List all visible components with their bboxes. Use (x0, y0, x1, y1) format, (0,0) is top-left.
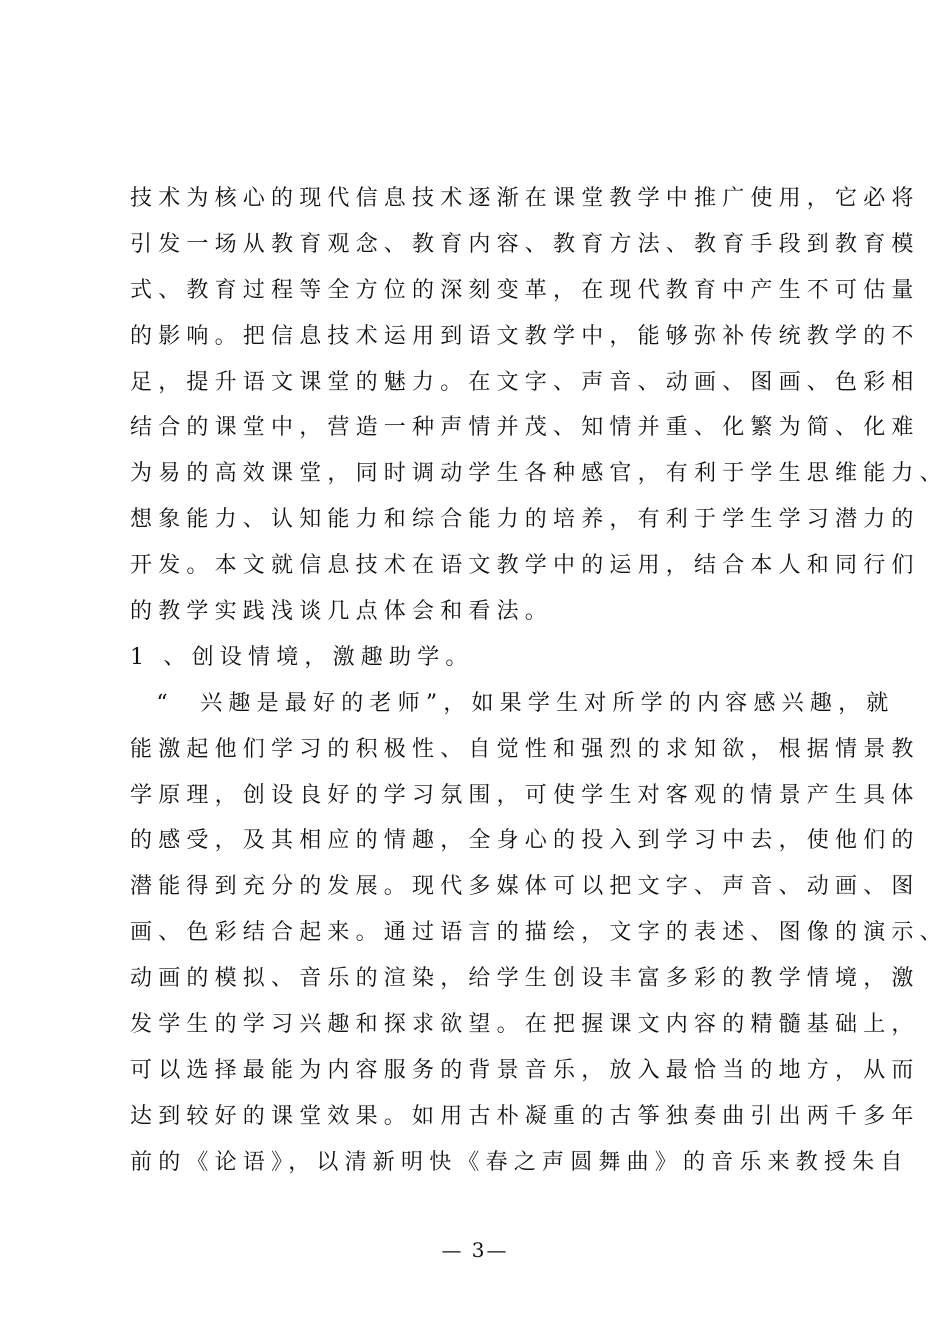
page-number: — 3— (441, 1238, 509, 1262)
text-line: 开发。本文就信息技术在语文教学中的运用，结合本人和同行们 (130, 553, 920, 579)
text-line: 想象能力、认知能力和综合能力的培养，有利于学生学习潜力的 (130, 507, 920, 533)
text-line: 前的《论语》，以清新明快《春之声圆舞曲》的音乐来教授朱自 (130, 1149, 909, 1175)
text-line: 达到较好的课堂效果。如用古朴凝重的古筝独奏曲引出两千多年 (130, 1103, 920, 1129)
text-line: 的感受，及其相应的情趣，全身心的投入到学习中去，使他们的 (130, 828, 920, 854)
text-line: 的影响。把信息技术运用到语文教学中，能够弥补传统教学的不 (130, 323, 920, 349)
text-line: 式、教育过程等全方位的深刻变革，在现代教育中产生不可估量 (130, 277, 920, 303)
body-text (130, 176, 948, 1186)
text-line: 引发一场从教育观念、教育内容、教育方法、教育手段到教育模 (130, 231, 920, 257)
text-line: 为易的高效课堂，同时调动学生各种感官，有利于学生思维能力、 (130, 461, 948, 487)
text-line: 能激起他们学习的积极性、自觉性和强烈的求知欲，根据情景教 (130, 736, 920, 762)
text-line: 可以选择最能为内容服务的背景音乐，放入最恰当的地方，从而 (130, 1057, 920, 1083)
text-line: 动画的模拟、音乐的渲染，给学生创设丰富多彩的教学情境，激 (130, 966, 920, 992)
text-line: 发学生的学习兴趣和探求欲望。在把握课文内容的精髓基础上， (130, 1012, 920, 1038)
text-line: 学原理，创设良好的学习氛围，可使学生对客观的情景产生具体 (130, 782, 920, 808)
text-line: 结合的课堂中，营造一种声情并茂、知情并重、化繁为简、化难 (130, 415, 920, 441)
text-line: “ 兴趣是最好的老师”，如果学生对所学的内容感兴趣，就 (130, 690, 895, 716)
text-line: 的教学实践浅谈几点体会和看法。 (130, 599, 554, 625)
text-line: 足，提升语文课堂的魅力。在文字、声音、动画、图画、色彩相 (130, 369, 920, 395)
text-line: 潜能得到充分的发展。现代多媒体可以把文字、声音、动画、图 (130, 874, 920, 900)
text-line: 技术为核心的现代信息技术逐渐在课堂教学中推广使用，它必将 (130, 186, 920, 211)
section-heading: 1 、创设情境，激趣助学。 (130, 644, 474, 670)
text-line: 画、色彩结合起来。通过语言的描绘，文字的表述、图像的演示、 (130, 920, 948, 946)
